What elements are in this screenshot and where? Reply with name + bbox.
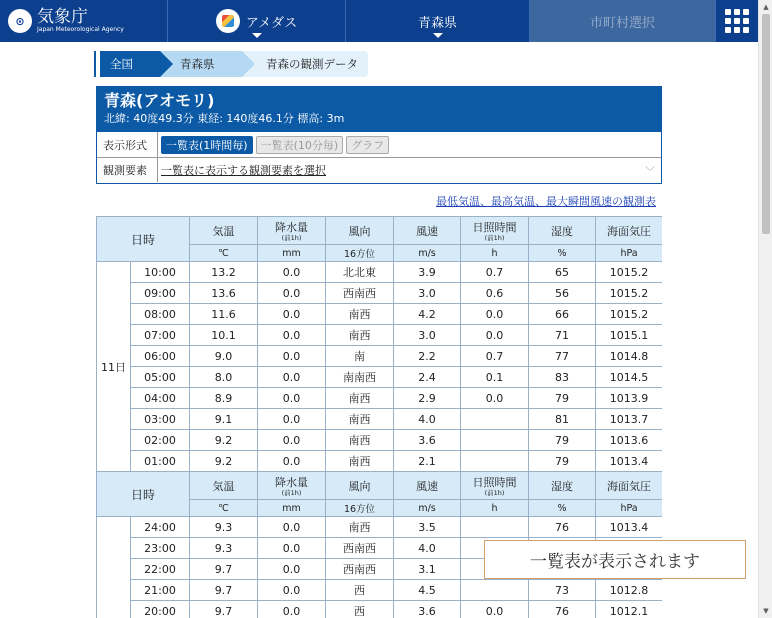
value-cell: 0.0 [258,409,326,430]
value-cell: 1014.8 [596,346,662,367]
value-cell: 13.2 [190,262,258,283]
value-cell: 0.0 [258,580,326,601]
value-cell: 0.0 [461,325,529,346]
table-row [97,325,663,346]
column-unit: 16方位 [326,500,394,517]
column-unit: hPa [596,500,662,517]
value-cell: 2.2 [394,346,461,367]
time-cell: 10:00 [131,262,190,283]
value-cell: 8.9 [190,388,258,409]
column-header[interactable] [394,472,461,500]
value-cell: 71 [529,325,596,346]
ten-minute-table-button[interactable]: 一覧表(10分毎) [256,136,344,154]
value-cell: 0.0 [461,388,529,409]
caret-down-icon [252,33,262,38]
value-cell: 1014.5 [596,367,662,388]
jma-logo[interactable] [0,0,168,42]
nav-amedas[interactable] [168,0,346,42]
table-header-row [97,472,663,500]
value-cell: 81 [529,409,596,430]
time-cell: 20:00 [131,601,190,618]
value-cell: 0.0 [258,346,326,367]
value-cell: 0.6 [461,283,529,304]
column-unit: % [529,500,596,517]
table-row [97,580,663,601]
value-cell [461,580,529,601]
column-header[interactable] [258,472,326,500]
elements-row [97,157,661,182]
format-row [97,132,661,157]
value-cell: 79 [529,451,596,472]
column-header-label: 気温 [212,479,235,493]
table-row [97,409,663,430]
value-cell: 0.0 [258,304,326,325]
time-cell: 09:00 [131,283,190,304]
column-header-label: 海面気圧 [607,224,652,238]
value-cell: 79 [529,388,596,409]
column-header-label: 風向 [348,224,371,238]
column-unit: m/s [394,500,461,517]
value-cell: 9.3 [190,517,258,538]
value-cell: 南西 [326,451,394,472]
value-cell: 1013.4 [596,517,662,538]
value-cell: 西南西 [326,283,394,304]
datetime-header: 日時 [97,472,190,517]
graph-button[interactable]: グラフ [346,136,389,154]
column-header[interactable] [258,217,326,245]
value-cell: 2.4 [394,367,461,388]
column-header[interactable] [190,472,258,500]
value-cell: 0.0 [258,559,326,580]
column-unit: h [461,500,529,517]
top-header [0,0,758,42]
nav-prefecture[interactable] [346,0,530,42]
display-controls [96,132,662,184]
value-cell: 9.1 [190,409,258,430]
logo-text [37,8,124,34]
column-header-sub: (前1h) [281,489,302,497]
value-cell: 9.7 [190,559,258,580]
value-cell: 9.2 [190,451,258,472]
column-header[interactable] [394,217,461,245]
column-header-label: 湿度 [551,224,574,238]
table-row [97,517,663,538]
vertical-scrollbar[interactable] [758,0,772,618]
value-cell: 0.0 [258,517,326,538]
value-cell: 0.0 [258,283,326,304]
day-cell [97,517,131,618]
value-cell: 4.0 [394,409,461,430]
value-cell: 2.9 [394,388,461,409]
value-cell: 10.1 [190,325,258,346]
value-cell: 1015.2 [596,304,662,325]
time-cell: 23:00 [131,538,190,559]
value-cell: 1013.9 [596,388,662,409]
value-cell: 南 [326,346,394,367]
column-header-label: 日照時間 [472,476,517,489]
hourly-table-button[interactable]: 一覧表(1時間毎) [161,136,253,154]
table-row [97,346,663,367]
value-cell: 1013.7 [596,409,662,430]
value-cell: 0.0 [258,388,326,409]
column-unit: m/s [394,245,461,262]
breadcrumb [96,51,368,77]
column-header[interactable] [529,217,596,245]
column-header[interactable] [326,472,394,500]
value-cell: 西 [326,601,394,618]
table-row [97,262,663,283]
value-cell: 0.0 [258,451,326,472]
jma-emblem-icon: ⊙ [8,9,32,33]
value-cell [461,517,529,538]
time-cell: 07:00 [131,325,190,346]
column-header[interactable] [461,472,529,500]
value-cell: 9.7 [190,580,258,601]
value-cell: 9.7 [190,601,258,618]
time-cell: 08:00 [131,304,190,325]
column-header-label: 風向 [348,479,371,493]
logo-japanese: 気象庁 [37,7,88,27]
table-row [97,304,663,325]
scrollbar-thumb[interactable] [762,14,770,234]
nav-city-label: 市町村選択 [589,15,655,31]
elements-label: 観測要素 [97,158,158,182]
value-cell: 76 [529,601,596,618]
value-cell: 南西 [326,517,394,538]
value-cell: 南南西 [326,367,394,388]
value-cell: 南西 [326,409,394,430]
scroll-up-icon[interactable]: ▲ [763,3,769,11]
column-header-sub: (前1h) [484,489,505,497]
day-cell: 11日 [97,262,131,472]
time-cell: 01:00 [131,451,190,472]
value-cell: 13.6 [190,283,258,304]
time-cell: 06:00 [131,346,190,367]
nav-prefecture-label: 青森県 [417,15,457,31]
column-header-label: 海面気圧 [607,479,652,493]
value-cell: 76 [529,517,596,538]
value-cell: 9.3 [190,538,258,559]
value-cell: 2.1 [394,451,461,472]
value-cell: 79 [529,430,596,451]
table-row [97,451,663,472]
column-header[interactable] [596,472,662,500]
value-cell: 0.7 [461,346,529,367]
value-cell [461,430,529,451]
column-unit: ℃ [190,500,258,517]
column-unit: ℃ [190,245,258,262]
time-cell: 02:00 [131,430,190,451]
breadcrumb-current: 青森の観測データ [242,51,368,77]
column-header-label: 日照時間 [472,221,517,234]
column-unit: h [461,245,529,262]
table-header-row [97,217,663,245]
value-cell [461,409,529,430]
value-cell: 1013.6 [596,430,662,451]
datetime-header: 日時 [97,217,190,262]
column-header-sub: (前1h) [281,234,302,242]
station-name: 青森(アオモリ) [104,91,215,110]
caret-down-icon [433,33,443,38]
value-cell: 4.5 [394,580,461,601]
table-row [97,388,663,409]
column-header-label: 湿度 [551,479,574,493]
column-unit: mm [258,245,326,262]
station-coords: 北緯: 40度49.3分 東経: 140度46.1分 標高: 3m [104,112,345,125]
column-header-label: 降水量 [275,476,309,489]
grid-menu-icon [725,9,749,33]
value-cell: 0.0 [258,430,326,451]
value-cell: 1013.4 [596,451,662,472]
value-cell: 西南西 [326,559,394,580]
logo-english: Japan Meteorological Agency [37,26,124,33]
value-cell: 4.2 [394,304,461,325]
column-header-label: 降水量 [275,221,309,234]
value-cell: 0.0 [258,262,326,283]
callout-note: 一覧表が表示されます [484,540,746,579]
elements-select-value: 一覧表に表示する観測要素を選択 [161,164,326,177]
value-cell: 0.1 [461,367,529,388]
value-cell: 南西 [326,388,394,409]
table-row [97,601,663,618]
column-unit: mm [258,500,326,517]
time-cell: 21:00 [131,580,190,601]
time-cell: 22:00 [131,559,190,580]
value-cell: 南西 [326,430,394,451]
value-cell: 1012.8 [596,580,662,601]
value-cell: 0.0 [461,601,529,618]
format-label: 表示形式 [97,132,158,157]
time-cell: 04:00 [131,388,190,409]
column-header[interactable] [326,217,394,245]
breadcrumb-prefecture[interactable]: 青森県 [160,51,242,77]
value-cell: 1015.2 [596,262,662,283]
value-cell: 1015.1 [596,325,662,346]
column-unit: hPa [596,245,662,262]
table-row [97,430,663,451]
amedas-icon [216,9,240,33]
value-cell: 65 [529,262,596,283]
menu-button[interactable] [716,0,758,42]
value-cell: 3.1 [394,559,461,580]
value-cell: 西南西 [326,538,394,559]
value-cell: 83 [529,367,596,388]
value-cell: 9.0 [190,346,258,367]
column-header[interactable] [190,217,258,245]
value-cell: 3.5 [394,517,461,538]
value-cell: 3.6 [394,601,461,618]
value-cell: 0.7 [461,262,529,283]
value-cell: 3.0 [394,325,461,346]
value-cell: 1015.2 [596,283,662,304]
value-cell: 1012.1 [596,601,662,618]
column-header-sub: (前1h) [484,234,505,242]
value-cell: 0.0 [258,538,326,559]
value-cell: 73 [529,580,596,601]
column-unit: 16方位 [326,245,394,262]
value-cell: 0.0 [258,367,326,388]
chevron-down-icon: ﹀ [645,166,655,178]
value-cell: 11.6 [190,304,258,325]
column-header-label: 風速 [416,224,439,238]
column-header[interactable] [529,472,596,500]
value-cell: 8.0 [190,367,258,388]
value-cell [461,451,529,472]
time-cell: 03:00 [131,409,190,430]
value-cell: 56 [529,283,596,304]
nav-amedas-label: アメダス [245,15,298,31]
breadcrumb-all[interactable]: 全国 [96,51,160,77]
table-row [97,367,663,388]
minmax-table-link[interactable]: 最低気温、最高気温、最大瞬間風速の観測表 [436,195,656,208]
value-cell: 0.0 [461,304,529,325]
column-header[interactable] [596,217,662,245]
table-row [97,283,663,304]
value-cell: 9.2 [190,430,258,451]
station-header [96,86,662,132]
column-header[interactable] [461,217,529,245]
value-cell: 西 [326,580,394,601]
elements-select[interactable] [158,162,661,178]
value-cell: 66 [529,304,596,325]
value-cell: 3.6 [394,430,461,451]
value-cell: 3.9 [394,262,461,283]
value-cell: 南西 [326,325,394,346]
value-cell: 3.0 [394,283,461,304]
scroll-down-icon[interactable]: ▼ [763,607,769,615]
column-header-label: 風速 [416,479,439,493]
time-cell: 05:00 [131,367,190,388]
nav-city-select[interactable] [530,0,716,42]
value-cell: 北北東 [326,262,394,283]
value-cell: 南西 [326,304,394,325]
column-header-label: 気温 [212,224,235,238]
time-cell: 24:00 [131,517,190,538]
value-cell: 4.0 [394,538,461,559]
value-cell: 77 [529,346,596,367]
column-unit: % [529,245,596,262]
value-cell: 0.0 [258,601,326,618]
value-cell: 0.0 [258,325,326,346]
